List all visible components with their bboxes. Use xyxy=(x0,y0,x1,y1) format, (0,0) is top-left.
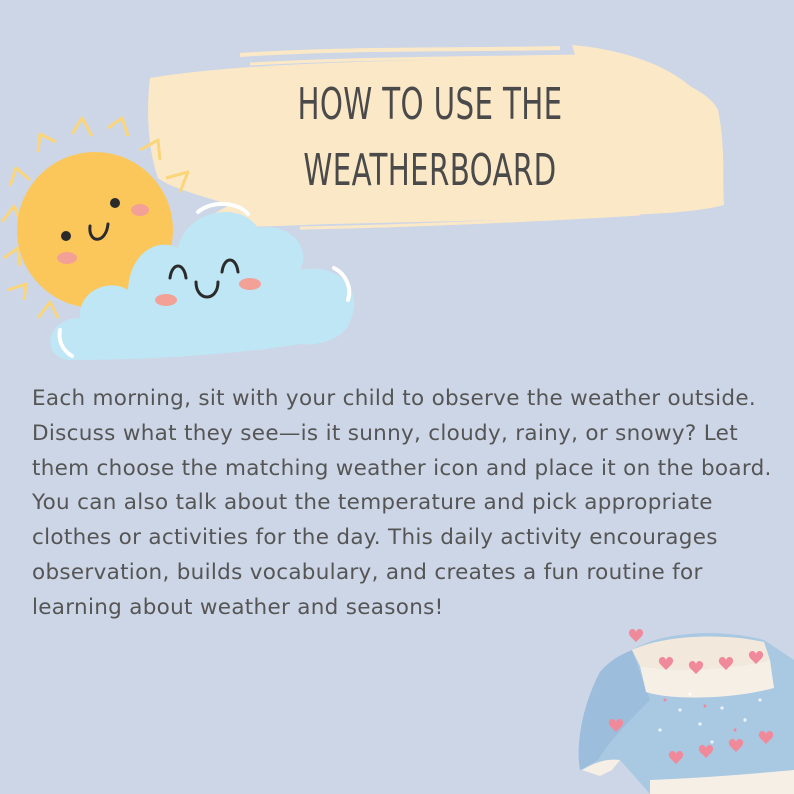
instructions-paragraph: Each morning, sit with your child to observe the weather outside. Discuss what they see—is it sunny, cloudy, rainy, or snowy? Let them choose the matching weather icon and place it on the board. You can also talk about the temperature and pick appropriate clothes or activities for the day. This daily activity encourages observation, builds vocabulary, and creates a fun routine for learning about weather and seasons! xyxy=(32,386,772,620)
page-title xyxy=(282,72,578,204)
title-line-2: WEATHERBOARD xyxy=(303,145,557,196)
title-line-1: HOW TO USE THE xyxy=(297,79,563,130)
winter-sweater-icon xyxy=(579,629,794,794)
